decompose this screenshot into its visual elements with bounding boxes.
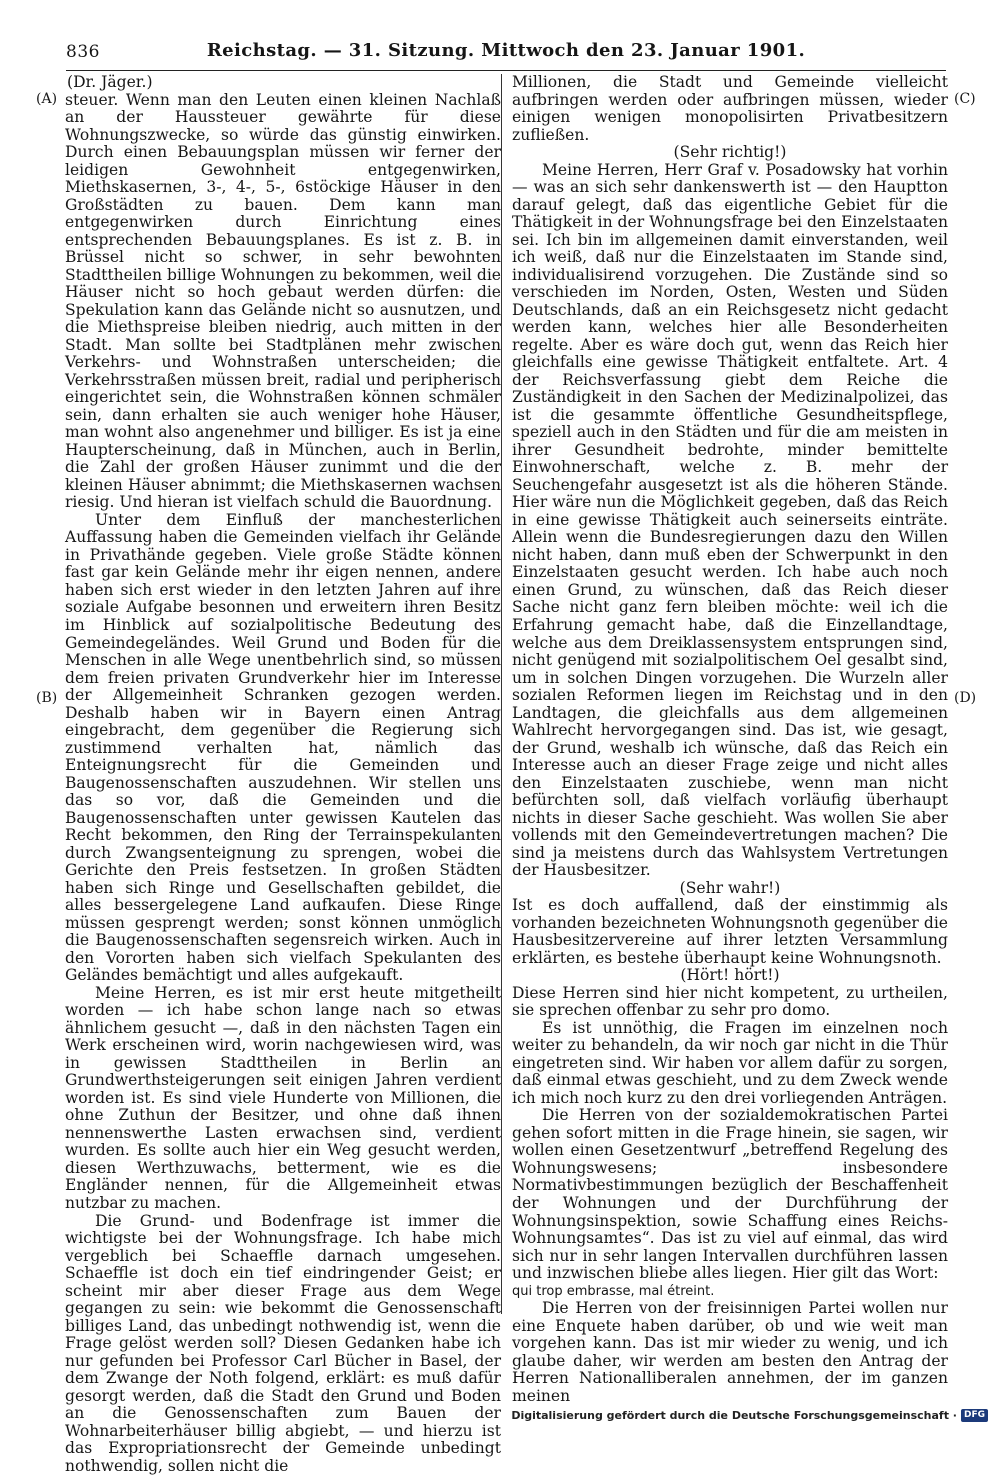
right-column (512, 74, 948, 1405)
paragraph: Die Grund- und Bodenfrage ist immer die wichtigste bei der Wohnungsfrage. Ich habe mich vergeblich bei Schaeffle darnach umgesehen. Schaeffle ist doch ein tief eindringender Geist; er scheint mir aber dieser Frage aus dem Wege gegangen zu sein: wie bekommt die Genossenschaft billiges Land, das unbedingt nothwendig ist, wenn die Frage gelöst werden soll? Diesen Gedanken habe ich nur gefunden bei Professor Carl Bücher in Basel, der dem Zwange der Noth folgend, erklärt: es muß dafür gesorgt werden, daß die Stadt den Grund und Boden an die Genossenschaften zum Bauen der Wohnarbeiterhäuser billig abgiebt, — und hierzu ist das Expropriationsrecht der Gemeinde unbedingt nothwendig, sollen nicht die (65, 1211, 501, 1475)
latin-quote: qui trop embrasse, mal étreint. (512, 1283, 715, 1299)
interjection: (Sehr richtig!) (673, 143, 787, 162)
margin-mark-c: (C) (954, 91, 976, 107)
paragraph: steuer. Wenn man den Leuten einen kleinen Nachlaß an der Haussteuer gewährte für diese Wohnungszwecke, so würde das günstig einwirken. Durch einen Bebauungsplan müssen wir ferner der leidigen Gewohnheit entgegenwirken, Miethskasernen, 3-, 4-, 5-, 6stöckige Häuser in den Großstädten zu bauen. Dem kann man entgegenwirken durch Einrichtung eines entsprechenden Bebauungsplanes. Es ist z. B. in Brüssel nicht so schwer, in sehr bewohnten Stadttheilen billige Wohnungen zu bekommen, weil die Häuser nicht so hoch gebaut werden dürfen: die Spekulation kann das Gelände nicht so ausnutzen, und die Miethspreise bleiben niedrig, auch mitten in der Stadt. Man sollte bei Stadtplänen mehr zwischen Verkehrs- und Wohnstraßen unterscheiden; die Verkehrsstraßen müssen breit, radial und peripherisch eingerichtet sein, die Wohnstraßen können schmäler sein, dann erhalten sie auch weniger hohe Häuser, man wohnt also angenehmer und billiger. Es ist ja eine Haupterscheinung, daß in München, auch in Berlin, die Zahl der großen Häuser zunimmt und die der kleinen Häuser abnimmt; die Miethskasernen wachsen riesig. Und hieran ist vielfach schuld die Bauordnung. (65, 90, 501, 512)
column-divider (501, 74, 502, 1314)
digitization-credit (511, 1406, 988, 1424)
header-rule (66, 70, 946, 71)
interjection: (Sehr wahr!) (679, 878, 781, 897)
margin-mark-d: (D) (954, 690, 977, 706)
paragraph: Ist es doch auffallend, daß der einstimmig als vorhanden bezeichneten Wohnungsnoth gegenüber die Hausbesitzervereine auf ihrer letzten Versammlung erklärten, es bestehe überhaupt keine Wohnungsnoth. (512, 896, 948, 967)
interjection: (Hört! hört!) (680, 966, 780, 985)
dfg-logo-icon: DFG (961, 1409, 988, 1422)
paragraph: Meine Herren, Herr Graf v. Posadowsky hat vorhin — was an sich sehr dankenswerth ist — den Hauptton darauf gelegt, daß das eigentliche Gebiet für die Thätigkeit in der Wohnungsfrage bei den Einzelstaaten sei. Ich bin im allgemeinen damit einverstanden, weil ich weiß, daß nur die Einzelstaaten im Stande sind, individualisirend vorzugehen. Die Zustände sind so verschieden im Norden, Osten, Westen und Süden Deutschlands, daß an ein Reichsgesetz nicht gedacht werden kann, welches hier alle Besonderheiten regelte. Aber es wäre doch gut, wenn das Reich hier gleichfalls eine gewisse Thätigkeit entfaltete. Art. 4 der Reichsverfassung giebt dem Reiche die Zuständigkeit in den Sachen der Medizinalpolizei, das ist die gesammte öffentliche Gesundheitspflege, speziell auch in den Städten und für die am meisten in ihrer Gesundheit bedrohte, minder bemittelte Einwohnerschaft, welche z. B. mehr der Seuchengefahr ausgesetzt ist als die höheren Stände. Hier wäre nun die Möglichkeit gegeben, daß das Reich in eine gewisse Thätigkeit auch seinerseits einträte. Allein wenn die Bundesregierungen dazu den Willen nicht haben, dann muß eben der Schwerpunkt in den Einzelstaaten gesucht werden. Ich habe auch noch einen Grund, zu wünschen, daß das Reich dieser Sache nicht ganz fern bleiben möchte: weil ich die Erfahrung gemacht habe, daß die Einzellandtage, welche aus dem Dreiklassensystem entsprungen sind, nicht genügend mit sozialpolitischem Oel gesalbt sind, um in solchen Dingen vorzugehen. Die Wurzeln aller sozialen Reformen liegen im Reichstag und in den Landtagen, die gleichfalls aus dem allgemeinen Wahlrecht hervorgegangen sind. Das ist, wie gesagt, der Grund, weshalb ich wünsche, daß das Reich ein Interesse auch an dieser Frage zeige und nicht alles den Einzelstaaten zuschiebe, wenn man nicht befürchten soll, daß vielfach vorläufig überhaupt nichts in dieser Sache geschieht. Was wollen Sie aber vollends mit den Gemeindevertretungen machen? Die sind ja meistens durch das Wahlsystem Vertretungen der Hausbesitzer. (512, 160, 948, 880)
page-header (66, 40, 946, 68)
paragraph: Meine Herren, es ist mir erst heute mitgetheilt worden — ich habe schon lange nach so etwas ähnlichem gesucht —, daß in den nächsten Tagen ein Werk erscheinen wird, worin nachgewiesen wird, was in gewissen Stadttheilen in Berlin an Grundwerthsteigerungen seit einigen Jahren verdient worden ist. Es sind viele Hunderte von Millionen, die ohne Zuthun der Besitzer, und ohne daß ihnen nennenswerthe Lasten erwachsen sind, verdient wurden. Es sollte auch hier ein Weg gesucht werden, diesen Werthzuwachs, betterment, wie es die Engländer nennen, für die Allgemeinheit etwas nutzbar zu machen. (65, 983, 501, 1212)
paragraph: Es ist unnöthig, die Fragen im einzelnen noch weiter zu behandeln, da wir noch gar nicht in die Thür eingetreten sind. Wir haben vor allem dafür zu sorgen, daß einmal etwas geschieht, und zu dem Zweck wende ich mich noch kurz zu den drei vorliegenden Anträgen. (512, 1018, 948, 1107)
credit-text: Digitalisierung gefördert durch die Deutsche Forschungsgemeinschaft · (511, 1408, 957, 1422)
paragraph: Diese Herren sind hier nicht kompetent, zu urtheilen, sie sprechen offenbar zu sehr pro domo. (512, 983, 948, 1020)
speaker-label: (Dr. Jäger.) (67, 73, 153, 91)
paragraph: Unter dem Einfluß der manchesterlichen Auffassung haben die Gemeinden vielfach ihr Gelände in Privathände gegeben. Viele große Städte können fast gar kein Gelände mehr ihr eigen nennen, andere haben sich erst wieder in den letzten Jahren auf ihre soziale Aufgabe besonnen und erweitern ihren Besitz im Hinblick auf sozialpolitische Bedeutung des Gemeindegeländes. Weil Grund und Boden für die Menschen in alle Wege unentbehrlich sind, so müssen dem freien privaten Grundverkehr hier im Interesse der Allgemeinheit Schranken gezogen werden. Deshalb haben wir in Bayern einen Antrag eingebracht, dem gegenüber die Regierung sich zustimmend verhalten hat, nämlich das Enteignungsrecht für die Gemeinden und Baugenossenschaften auszudehnen. Wir stellen uns das so vor, daß die Gemeinden und die Baugenossenschaften unter gewissen Kautelen das Recht bekommen, den Ring der Terrainspekulanten durch Zwangsenteignung zu sprengen, wobei die Gerichte den Preis festsetzen. In großen Städten haben sich Ringe und Gesellschaften gebildet, die alles bessergelegene Land aufkaufen. Diese Ringe müssen gesprengt werden; sonst können unmöglich die Baugenossenschaften segensreich wirken. Auch in den Vororten haben sich vielfach Spekulanten des Geländes bemächtigt und alles aufgekauft. (65, 510, 501, 985)
running-title: Reichstag. — 31. Sitzung. Mittwoch den 23. Januar 1901. (206, 40, 806, 61)
page-number: 836 (66, 42, 100, 62)
left-column (65, 74, 501, 1475)
paragraph: Millionen, die Stadt und Gemeinde vielleicht aufbringen werden oder aufbringen müssen, wieder einigen wenigen monopolisirten Privatbesitzern zufließen. (512, 73, 948, 144)
paragraph: Die Herren von der freisinnigen Partei wollen nur eine Enquete haben darüber, ob und wie weit man vorgehen kann. Das ist mir wieder zu wenig, und ich glaube daher, wir werden am besten den Antrag der Herren Nationalliberalen annehmen, der im ganzen meinen (512, 1299, 948, 1405)
margin-mark-a: (A) (36, 91, 58, 107)
margin-mark-b: (B) (36, 690, 58, 706)
paragraph: Die Herren von der sozialdemokratischen Partei gehen sofort mitten in die Frage hinein, sie sagen, wir wollen einen Gesetzentwurf „betreffend Regelung des Wohnungswesens; insbesondere Normativbestimmungen bezüglich der Beschaffenheit der Wohnungen und der Durchführung der Wohnungsinspektion, sowie Schaffung eines Reichs-Wohnungsamtes“. Das ist zu viel auf einmal, das wird sich nur in sehr langen Intervallen durchführen lassen und inzwischen bliebe alles liegen. Hier gilt das Wort: (512, 1106, 948, 1283)
